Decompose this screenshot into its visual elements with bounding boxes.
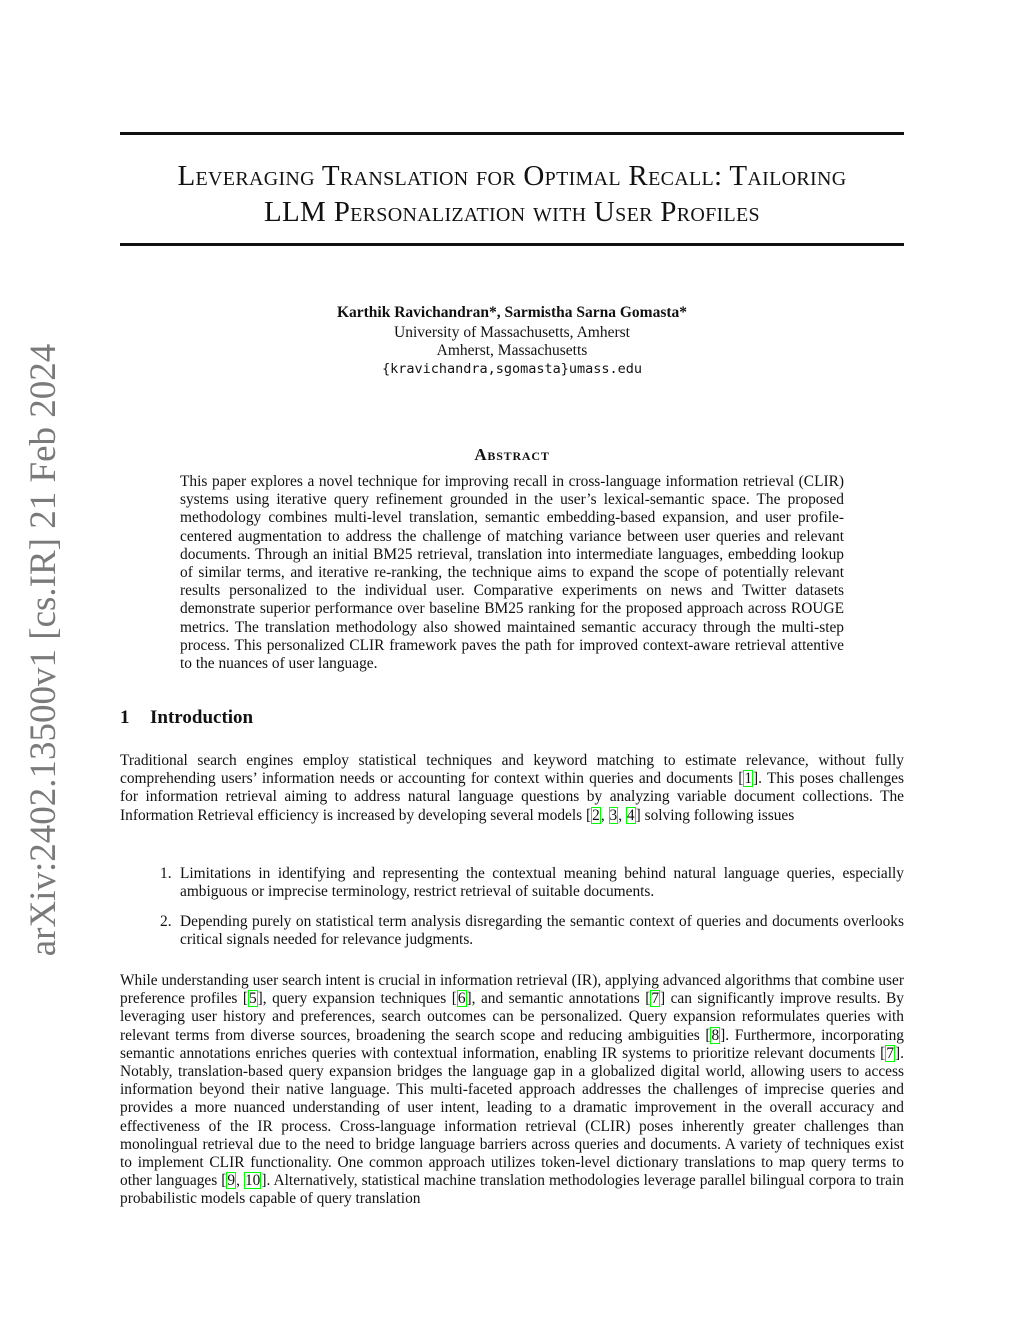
intro-paragraph-2 <box>120 972 904 1209</box>
citation-separator: , <box>600 806 609 824</box>
citation-link[interactable]: 4 <box>626 806 635 824</box>
intro-p1-text: ]. This poses challenges for information retrieval aiming to address natural language questions by analyzing variable document collections. The Information Retrieval efficiency is increased by developing several models [ <box>120 770 904 824</box>
list-marker: 2. <box>160 913 172 930</box>
abstract-text: This paper explores a novel technique for improving recall in cross-language information retrieval (CLIR) systems using iterative query refinement grounded in the user’s lexical-semantic space. The proposed methodology combines multi-level translation, semantic embedding-based expansion, and user profile-centered augmentation to address the challenge of matching variance between user queries and relevant documents. Through an initial BM25 retrieval, translation into intermediate languages, embedding lookup of similar terms, and iterative re-ranking, the technique aims to expand the scope of potentially relevant results personalized to the individual user. Comparative experiments on news and Twitter datasets demonstrate superior performance over baseline BM25 ranking for the proposed approach across ROUGE metrics. The translation methodology also showed maintained semantic accuracy through the multi-step process. This personalized CLIR framework paves the path for improved context-aware retrieval attentive to the nuances of user language. <box>180 473 844 673</box>
intro-p1-text: Traditional search engines employ statistical techniques and keyword matching to estimate relevance, without fully comprehending users’ information needs or accounting for context within queries and documents [ <box>120 752 904 788</box>
intro-p2-text: While understanding user search intent is crucial in information retrieval (IR), applying advanced algorithms that combine user preference profiles [ <box>120 972 904 1008</box>
title-rule-top <box>120 132 904 135</box>
intro-paragraph-1 <box>120 752 904 825</box>
intro-p2-text: ], query expansion techniques [ <box>257 990 457 1008</box>
section-heading-introduction <box>120 707 253 729</box>
citation-link[interactable]: 9 <box>227 1172 236 1190</box>
citation-link[interactable]: 10 <box>244 1172 261 1190</box>
title-rule-bottom <box>120 243 904 246</box>
intro-p2-text: ]. Alternatively, statistical machine translation methodologies leverage parallel bilingual corpora to train probabilistic models capable of query translation <box>120 1172 904 1208</box>
citation-link[interactable]: 7 <box>886 1044 895 1062</box>
citation-link[interactable]: 5 <box>248 990 257 1008</box>
citation-link[interactable]: 8 <box>711 1026 720 1044</box>
paper-title-line-2: LLM Personalization with User Profiles <box>264 196 760 228</box>
list-marker: 1. <box>160 865 172 882</box>
citation-link[interactable]: 2 <box>592 806 600 824</box>
list-item <box>160 913 904 949</box>
citation-link[interactable]: 3 <box>609 806 618 824</box>
citation-link[interactable]: 6 <box>457 990 466 1008</box>
list-item-text: Depending purely on statistical term analysis disregarding the semantic context of queries and documents overlooks critical signals needed for relevance judgments. <box>180 913 904 949</box>
citation-link[interactable]: 7 <box>651 990 660 1008</box>
author-names: Karthik Ravichandran*, Sarmistha Sarna Gomasta* <box>336 304 688 321</box>
list-item-text: Limitations in identifying and representing the contextual meaning behind natural language queries, especially ambiguous or imprecise terminology, restrict retrieval of suitable documents. <box>180 865 904 901</box>
list-item <box>160 865 904 901</box>
abstract-heading: Abstract <box>474 445 550 464</box>
paper-title-line-1: Leveraging Translation for Optimal Recall: Tailoring <box>177 160 847 192</box>
arxiv-identifier-stamp: arXiv:2402.13500v1 [cs.IR] 21 Feb 2024 <box>23 343 64 957</box>
intro-p2-text: ], and semantic annotations [ <box>466 990 651 1008</box>
intro-p2-text: ] can significantly improve results. By leveraging user history and preferences, search outcomes can be personalized. Query expansion reformulates queries with relevant terms from diverse sources, broadening the search scope and reducing ambiguities [ <box>120 990 904 1044</box>
intro-p2-text: ]. Notably, translation-based query expansion bridges the language gap in a globalized digital world, allowing users to access information beyond their native language. This multi-faceted approach addresses the challenges of imprecise queries and provides a more nuanced understanding of user intent, leading to a dramatic improvement in the overall accuracy and effectiveness of the IR process. Cross-language information retrieval (CLIR) poses inherently greater challenges than monolingual retrieval due to the need to bridge language barriers across queries and documents. A variety of techniques exist to implement CLIR functionality. One common approach utilizes token-level dictionary translations to map query terms to other languages [ <box>120 1044 904 1190</box>
affiliation-location: Amherst, Massachusetts <box>436 342 588 359</box>
citation-link[interactable]: 1 <box>744 770 753 788</box>
intro-p1-text: ] solving following issues <box>635 806 795 824</box>
author-email: {kravichandra,sgomasta}umass.edu <box>381 361 643 377</box>
affiliation-university: University of Massachusetts, Amherst <box>394 324 630 341</box>
citation-separator: , <box>618 806 626 824</box>
section-title: Introduction <box>150 707 254 728</box>
citation-separator: , <box>236 1172 244 1190</box>
section-number: 1 <box>120 707 130 728</box>
intro-p2-text: ]. Furthermore, incorporating semantic annotations enriches queries with contextual information, enabling IR systems to prioritize relevant documents [ <box>120 1026 904 1062</box>
